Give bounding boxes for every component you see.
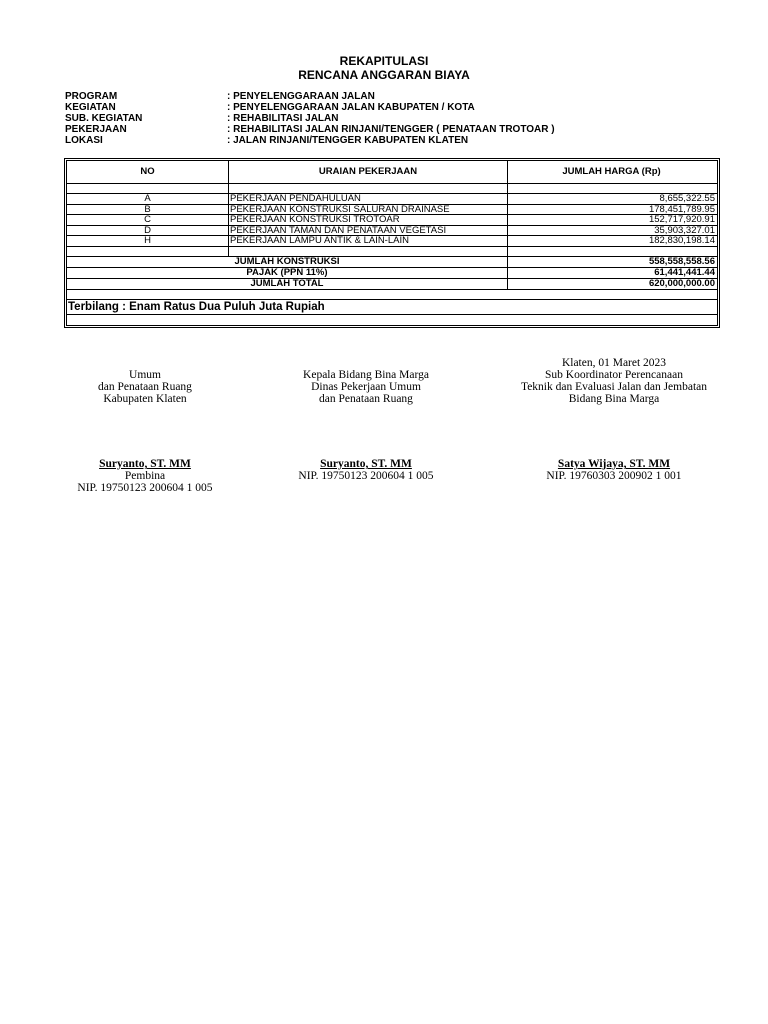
info-row-kegiatan: [65, 102, 555, 113]
row-harga: 178,451,789.95: [648, 204, 715, 215]
document-subtitle: RENCANA ANGGARAN BIAYA: [298, 68, 470, 82]
row-no: C: [67, 215, 229, 225]
header-no: NO: [67, 161, 229, 183]
table-row: [67, 194, 717, 205]
table-row: [67, 226, 717, 237]
signatory-right: [503, 458, 725, 482]
row-no: H: [67, 236, 229, 246]
signature-title: Kepala Bidang Bina Marga: [303, 369, 429, 381]
signature-title: Teknik dan Evaluasi Jalan dan Jembatan: [520, 381, 707, 393]
header-harga: JUMLAH HARGA (Rp): [562, 166, 661, 177]
table-row: [67, 236, 717, 247]
jumlah-konstruksi-row: [67, 257, 717, 268]
info-row-pekerjaan: [65, 124, 555, 135]
row-uraian: PEKERJAAN TAMAN DAN PENATAAN VEGETASI: [229, 226, 508, 236]
info-value: : JALAN RINJANI/TENGGER KABUPATEN KLATEN: [227, 135, 469, 146]
signature-title: Dinas Pekerjaan Umum: [311, 381, 421, 393]
signatory-nip: NIP. 19750123 200604 1 005: [298, 470, 434, 482]
jumlah-konstruksi-label: JUMLAH KONSTRUKSI: [67, 257, 508, 267]
signatory-nip: NIP. 19750123 200604 1 005: [77, 482, 213, 494]
row-harga: 182,830,198.14: [648, 236, 715, 246]
table-spacer-row: [67, 247, 717, 257]
signatory-name: Satya Wijaya, ST. MM: [557, 458, 671, 470]
signature-block-middle: [281, 369, 451, 405]
signature-title: Sub Koordinator Perencanaan: [545, 369, 683, 381]
info-row-program: [65, 91, 555, 102]
signatory-middle: [281, 458, 451, 482]
signature-title: Kabupaten Klaten: [103, 393, 187, 405]
info-label: KEGIATAN: [65, 102, 116, 113]
row-uraian: PEKERJAAN LAMPU ANTIK & LAIN-LAIN: [229, 236, 508, 246]
info-row-lokasi: [65, 135, 555, 146]
row-harga: 8,655,322.55: [659, 194, 715, 204]
terbilang-row: Terbilang : Enam Ratus Dua Puluh Juta Rupiah: [67, 300, 717, 315]
row-uraian: PEKERJAAN KONSTRUKSI SALURAN DRAINASE: [229, 205, 508, 215]
table-spacer-row: [67, 315, 717, 325]
document-title: REKAPITULASI: [339, 54, 429, 68]
signature-date: Klaten, 01 Maret 2023: [561, 357, 667, 369]
info-label: LOKASI: [65, 135, 103, 146]
row-no: A: [67, 194, 229, 204]
pajak-label: PAJAK (PPN 11%): [67, 268, 508, 278]
signatory-name: Suryanto, ST. MM: [99, 458, 191, 470]
signature-title: Umum: [129, 369, 161, 381]
header-uraian: URAIAN PEKERJAAN: [229, 161, 508, 183]
table-spacer-row: [67, 184, 717, 194]
jumlah-konstruksi-value: 558,558,558.56: [648, 256, 715, 267]
row-uraian: PEKERJAAN KONSTRUKSI TROTOAR: [229, 215, 508, 225]
pajak-row: [67, 268, 717, 279]
info-value: : REHABILITASI JALAN: [227, 113, 339, 124]
signature-block-left: [60, 369, 230, 405]
info-row-sub-kegiatan: [65, 113, 555, 124]
total-label: JUMLAH TOTAL: [67, 279, 508, 289]
signature-block-right: [503, 357, 725, 405]
table-spacer-row: [67, 290, 717, 300]
signatory-left: [60, 458, 230, 494]
budget-table: [64, 158, 720, 328]
table-header-row: [67, 161, 717, 184]
row-no: D: [67, 226, 229, 236]
table-row: [67, 215, 717, 226]
row-no: B: [67, 205, 229, 215]
info-label: PEKERJAAN: [65, 124, 127, 135]
info-value: : PENYELENGGARAAN JALAN KABUPATEN / KOTA: [227, 102, 475, 113]
signature-title: dan Penataan Ruang: [319, 393, 413, 405]
row-uraian: PEKERJAAN PENDAHULUAN: [229, 194, 508, 204]
table-row: [67, 205, 717, 216]
signatory-nip: NIP. 19760303 200902 1 001: [546, 470, 682, 482]
total-value: 620,000,000.00: [648, 278, 715, 289]
info-value: : PENYELENGGARAAN JALAN: [227, 91, 375, 102]
signatory-rank: Pembina: [124, 470, 166, 482]
info-value: : REHABILITASI JALAN RINJANI/TENGGER ( PENATAAN TROTOAR ): [227, 124, 555, 135]
pajak-value: 61,441,441.44: [654, 267, 715, 278]
row-harga: 152,717,920.91: [648, 215, 715, 225]
signature-title: Bidang Bina Marga: [568, 393, 660, 405]
signatory-name: Suryanto, ST. MM: [320, 458, 412, 470]
signature-title: dan Penataan Ruang: [98, 381, 192, 393]
row-harga: 35,903,327.01: [654, 225, 715, 236]
info-label: SUB. KEGIATAN: [65, 113, 143, 124]
info-label: PROGRAM: [65, 91, 118, 102]
total-row: [67, 279, 717, 290]
project-info: [65, 91, 555, 146]
